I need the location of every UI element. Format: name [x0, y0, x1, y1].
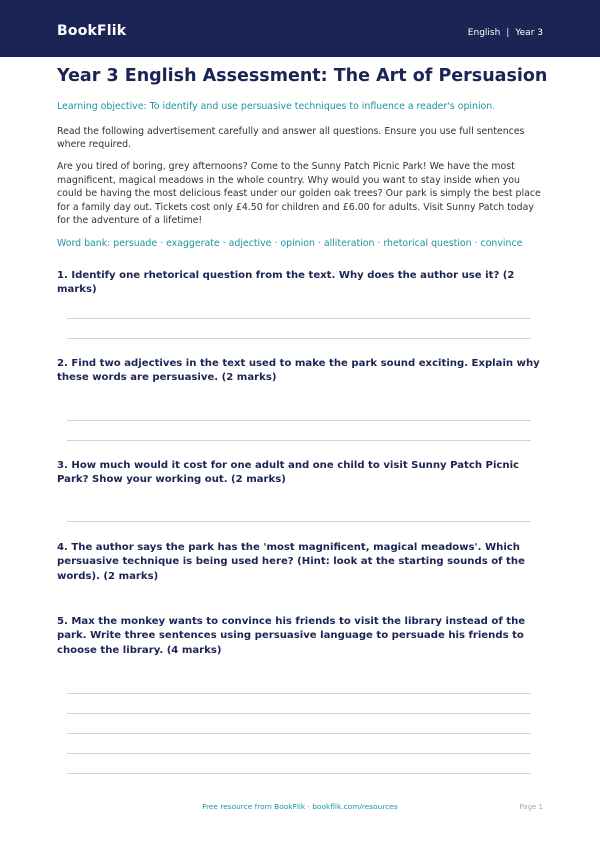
instructions: Read the following advertisement carefully and answer all questions. Ensure you use full sentences where required.	[57, 126, 525, 151]
answer-line[interactable]	[67, 773, 531, 774]
question-4: 4. The author says the park has the 'most magnificent, magical meadows'. Which persuasive technique is being used here? (Hint: look at the starting sounds of the words). (2 marks)	[57, 542, 525, 582]
answer-line[interactable]	[67, 521, 531, 522]
subject-label: English	[467, 28, 501, 38]
learning-objective: Learning objective: To identify and use persuasive techniques to influence a reader's opinion.	[57, 101, 496, 112]
answer-line[interactable]	[67, 420, 531, 421]
answer-line[interactable]	[67, 693, 531, 694]
advertisement-passage: Are you tired of boring, grey afternoons? Come to the Sunny Patch Picnic Park! We have the most magnificent, magical meadows in the whole country. Why would you want to stay inside when you could be having the most delicious feast under our golden oak trees? Our park is simply the best place for a family day out. Tickets cost only £4.50 for children and £6.00 for adults. Visit Sunny Patch today for the adventure of a lifetime!	[57, 161, 541, 227]
question-1: 1. Identify one rhetorical question from the text. Why does the author use it? (2 marks)	[57, 270, 515, 296]
answer-line[interactable]	[67, 440, 531, 441]
page-header	[0, 0, 600, 57]
answer-line[interactable]	[67, 753, 531, 754]
meta-separator: |	[506, 28, 510, 38]
year-label: Year 3	[515, 28, 543, 38]
answer-line[interactable]	[67, 318, 531, 319]
page-number: Page 1	[519, 803, 543, 811]
header-meta	[468, 28, 543, 38]
answer-line[interactable]	[67, 733, 531, 734]
answer-line[interactable]	[67, 713, 531, 714]
question-2: 2. Find two adjectives in the text used to make the park sound exciting. Explain why these words are persuasive. (2 marks)	[57, 358, 540, 384]
page-title: Year 3 English Assessment: The Art of Persuasion	[57, 66, 548, 86]
brand-logo[interactable]: BookFlik	[57, 23, 127, 39]
question-5: 5. Max the monkey wants to convince his friends to visit the library instead of the park. Write three sentences using persuasive language to persuade his friends to choose the library. (4 marks)	[57, 616, 526, 656]
footer-resource-link[interactable]: Free resource from BookFlik · bookflik.com/resources	[202, 802, 398, 811]
word-bank: Word bank: persuade · exaggerate · adjective · opinion · alliteration · rhetorical question · convince	[57, 238, 523, 249]
answer-line[interactable]	[67, 338, 531, 339]
question-3: 3. How much would it cost for one adult and one child to visit Sunny Patch Picnic Park? Show your working out. (2 marks)	[57, 460, 520, 486]
